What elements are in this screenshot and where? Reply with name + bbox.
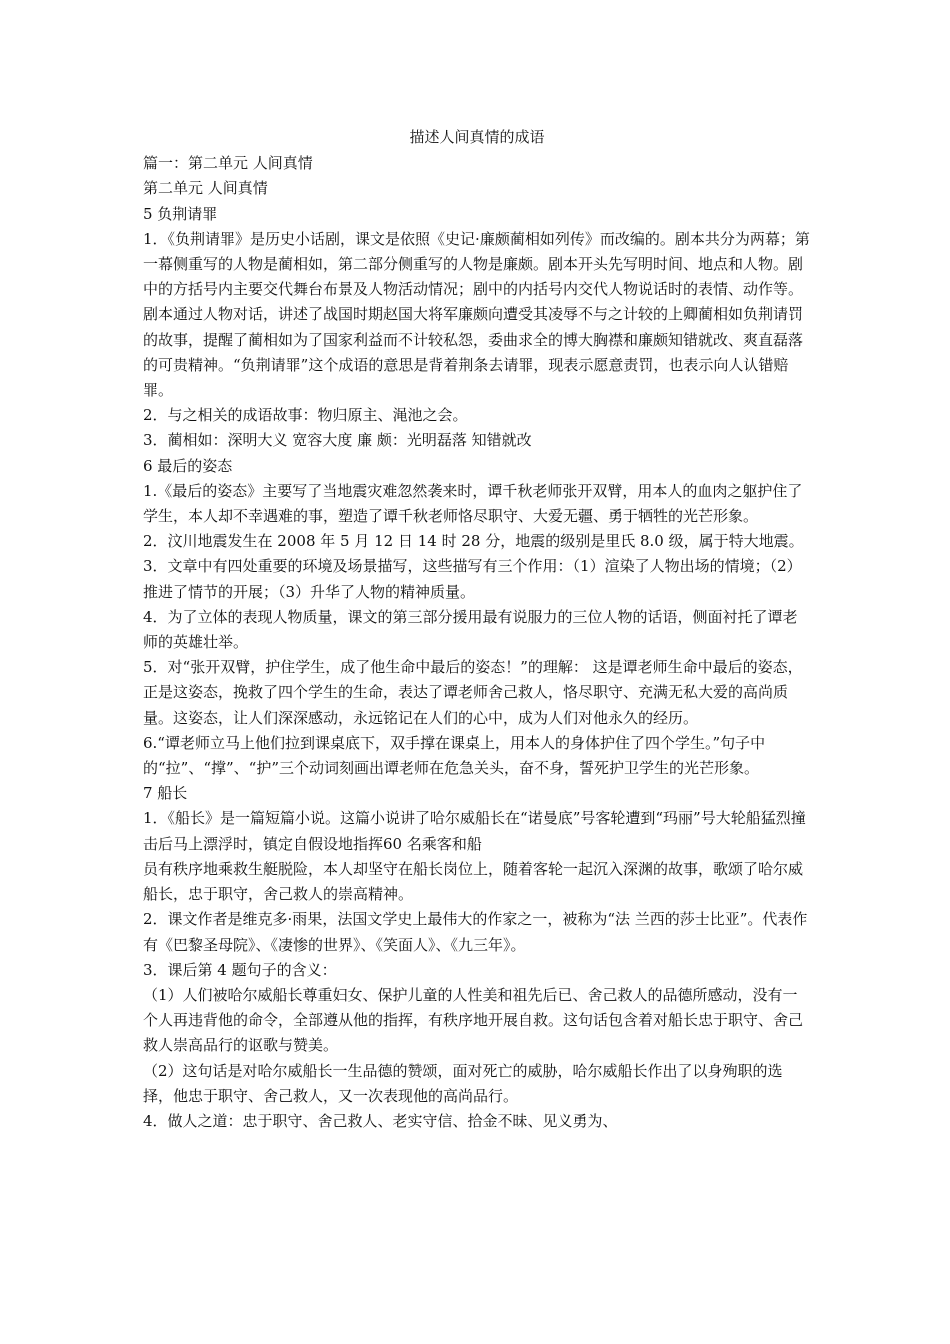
paragraph-line: 1．《船长》是一篇短篇小说。这篇小说讲了哈尔威船长在“诺曼底”号客轮遭到“玛丽”号大轮船猛烈撞击后马上漂浮时，镇定自假设地指挥60 名乘客和船	[143, 809, 806, 853]
paragraph-line: 6.“谭老师立马上他们拉到课桌底下，双手撑在课桌上，用本人的身体护住了四个学生。”句子中的“拉”、“撑”、“护”三个动词刻画出谭老师在危急关头，奋不身，誓死护卫学生的光芒形象。	[143, 733, 766, 778]
section-heading: 5 负荆请罪	[143, 204, 218, 223]
paragraph-line: 2．与之相关的成语故事：物归原主、渑池之会。	[143, 406, 468, 425]
paragraph-line: 5．对“张开双臂，护住学生，成了他生命中最后的姿态！”的理解： 这是谭老师生命中最后的姿态，正是这姿态，挽救了四个学生的生命，表达了谭老师舍己救人，恪尽职守、充满无私大爱的高尚质量。这姿态，让人们深深感动，永远铭记在人们的心中，成为人们对他永久的经历。	[143, 658, 803, 727]
paragraph-line: 员有秩序地乘救生艇脱险，本人却坚守在船长岗位上，随着客轮一起沉入深渊的故事，歌颂了哈尔威船长，忠于职守，舍己救人的崇高精神。	[143, 859, 804, 904]
paragraph-line: 1．《负荆请罪》是历史小话剧，课文是依照《史记·廉颇蔺相如列传》而改编的。剧本共分为两幕；第一幕侧重写的人物是蔺相如，第二部分侧重写的人物是廉颇。剧本开头先写明时间、地点和人物。剧中的方括号内主要交代舞台布景及人物活动情况；剧中的内括号内交代人物说话时的表情、动作等。剧本通过人物对话，讲述了战国时期赵国大将军廉颇向遭受其凌辱不与之计较的上卿蔺相如负荆请罚的故事，提醒了蔺相如为了国家利益而不计较私怨，委曲求全的博大胸襟和廉颇知错就改、爽直磊落的可贵精神。“负荆请罪”这个成语的意思是背着荆条去请罪，现表示愿意责罚，也表示向人认错赔罪。	[143, 229, 810, 400]
paragraph-line: 第二单元 人间真情	[143, 179, 268, 198]
paragraph-line: 篇一：第二单元 人间真情	[143, 154, 313, 173]
paragraph-line: 3．文章中有四处重要的环境及场景描写，这些描写有三个作用：（1）渲染了人物出场的情境；（2）推进了情节的开展；（3）升华了人物的精神质量。	[143, 557, 802, 601]
document-page	[143, 125, 811, 1134]
paragraph-line: （1）人们被哈尔威船长尊重妇女、保护儿童的人性美和祖先后已、舍己救人的品德所感动，没有一个人再违背他的命令，全部遵从他的指挥，有秩序地开展自救。这句话包含着对船长忠于职守、舍己救人崇高品行的讴歌与赞美。	[143, 985, 804, 1055]
paragraph-line: 3．蔺相如：深明大义 宽容大度 廉 颇：光明磊落 知错就改	[143, 431, 532, 450]
paragraph-line: 4．做人之道：忠于职守、舍己救人、老实守信、拾金不昧、见义勇为、	[143, 1111, 618, 1130]
section-heading: 6 最后的姿态	[143, 456, 233, 475]
paragraph-line: 2．课文作者是维克多·雨果，法国文学史上最伟大的作家之一，被称为“法 兰西的莎士比亚”。代表作有《巴黎圣母院》、《凄惨的世界》、《笑面人》、《九三年》。	[143, 910, 808, 954]
paragraph-line: 1.《最后的姿态》主要写了当地震灾难忽然袭来时，谭千秋老师张开双臂，用本人的血肉之躯护住了学生，本人却不幸遇难的事，塑造了谭千秋老师恪尽职守、大爱无疆、勇于牺牲的光芒形象。	[143, 481, 803, 526]
paragraph-line: 2．汶川地震发生在 2008 年 5 月 12 日 14 时 28 分，地震的级别是里氏 8.0 级，属于特大地震。	[143, 532, 804, 551]
paragraph-line: （2）这句话是对哈尔威船长一生品德的赞颂，面对死亡的威胁，哈尔威船长作出了以身殉职的选择，他忠于职守、舍己救人，又一次表现他的高尚品行。	[143, 1061, 783, 1105]
paragraph-line: 4．为了立体的表现人物质量，课文的第三部分援用最有说服力的三位人物的话语，侧面衬托了谭老师的英雄壮举。	[143, 607, 798, 652]
paragraph-line: 3．课后第 4 题句子的含义：	[143, 960, 337, 979]
document-title: 描述人间真情的成语	[409, 128, 545, 146]
section-heading: 7 船长	[143, 784, 188, 803]
